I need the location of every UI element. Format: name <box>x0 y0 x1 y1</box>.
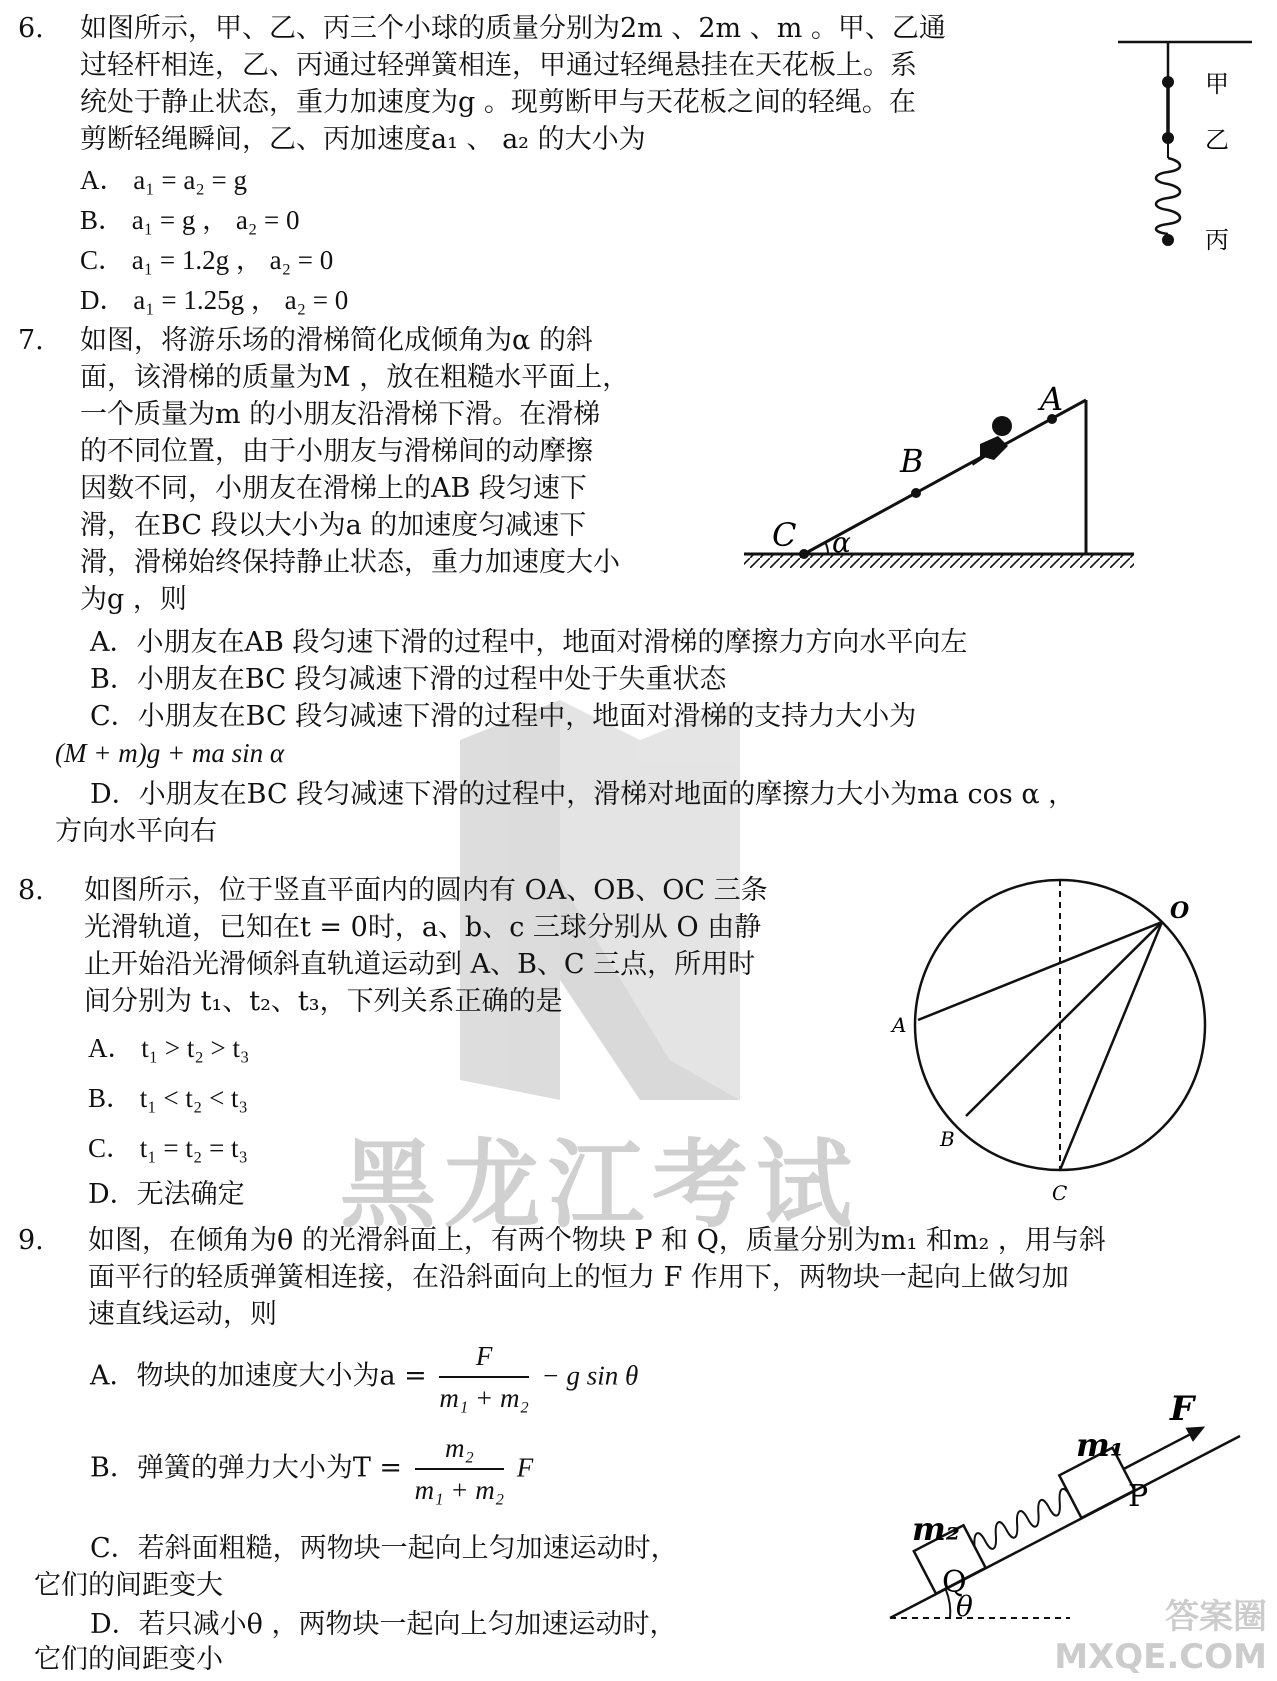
label-a: A <box>1040 380 1064 418</box>
q9-option-d: D．若只减小θ ，两物块一起向上匀加速运动时， <box>90 1609 677 1640</box>
q9-option-b-suffix: F <box>516 1452 534 1483</box>
q9-option-a <box>90 1336 638 1418</box>
q9-option-a-suffix: − g sin θ <box>541 1360 639 1391</box>
label-jia: 甲 <box>1205 70 1229 98</box>
q7-option-c-formula: (M + m)g + ma sin α <box>55 738 285 768</box>
q9-line-2: 面平行的轻质弹簧相连接，在沿斜面向上的恒力 F 作用下，两物块一起向上做匀加 <box>88 1262 1069 1293</box>
q8-figure <box>880 880 1220 1205</box>
spring <box>970 1487 1075 1555</box>
q6-line-1: 如图所示，甲、乙、丙三个小球的质量分别为2m 、2m 、m 。甲、乙通 <box>80 13 946 44</box>
q9-option-c: C．若斜面粗糙，两物块一起向上匀加速运动时， <box>90 1533 678 1564</box>
q7-option-d: D．小朋友在BC 段匀减速下滑的过程中，滑梯对地面的摩擦力大小为ma cos α ， <box>90 779 1076 810</box>
q6-option-d: D． a₁ = 1.25g ， a₂ = 0 <box>80 285 349 315</box>
q6-option-c: C． a₁ = 1.2g ， a₂ = 0 <box>80 245 334 275</box>
q8-option-a: A． t₁ > t₂ > t₃ <box>88 1033 250 1063</box>
label-yi: 乙 <box>1205 126 1229 154</box>
label-f: F <box>1170 1389 1195 1429</box>
q9-option-b-denominator: m₁ + m₂ <box>414 1475 505 1505</box>
q8-option-c: C． t₁ = t₂ = t₃ <box>88 1133 248 1163</box>
q9-number: 9. <box>18 1225 44 1256</box>
q7-option-c: C．小朋友在BC 段匀减速下滑的过程中，地面对滑梯的支持力大小为 <box>90 701 917 732</box>
q6-option-b: B． a₁ = g ， a₂ = 0 <box>80 205 300 235</box>
q8-line-1: 如图所示，位于竖直平面内的圆内有 OA、OB、OC 三条 <box>84 875 768 906</box>
q7-line-8: 为g ，则 <box>80 584 187 615</box>
q9-figure <box>880 1380 1260 1630</box>
q9-option-a-prefix: A．物块的加速度大小为a = <box>90 1360 427 1392</box>
q9-option-b-numerator: m₂ <box>415 1428 505 1470</box>
label-p: P <box>1128 1479 1149 1514</box>
label-alpha: α <box>832 526 851 559</box>
label-theta: θ <box>956 1590 973 1623</box>
q7-option-a: A．小朋友在AB 段匀速下滑的过程中，地面对滑梯的摩擦力方向水平向左 <box>90 627 968 658</box>
q6-line-2: 过轻杆相连，乙、丙通过轻弹簧相连，甲通过轻绳悬挂在天花板上。系 <box>80 50 917 81</box>
label-q: Q <box>942 1565 967 1600</box>
q8-line-3: 止开始沿光滑倾斜直轨道运动到 A、B、C 三点，所用时 <box>84 949 756 980</box>
label-bing: 丙 <box>1205 226 1229 254</box>
track-oa <box>918 922 1162 1020</box>
label-b: B <box>940 1127 955 1151</box>
label-c: C <box>1052 1181 1068 1205</box>
spring <box>1156 158 1180 234</box>
q9-line-3: 速直线运动，则 <box>88 1299 277 1330</box>
ball-bing <box>1162 234 1174 246</box>
q6-number: 6. <box>18 13 44 44</box>
label-m1: m₁ <box>1076 1426 1124 1464</box>
child-icon <box>972 416 1012 464</box>
q9-option-a-denominator: m₁ + m₂ <box>439 1383 529 1413</box>
q6-option-a: A． a₁ = a₂ = g <box>80 165 247 195</box>
label-b: B <box>900 442 924 480</box>
q7-line-6: 滑，在BC 段以大小为a 的加速度匀减速下 <box>80 510 587 541</box>
q7-line-1: 如图，将游乐场的滑梯简化成倾角为α 的斜 <box>80 325 593 356</box>
q9-option-a-numerator: F <box>439 1336 529 1378</box>
corner-watermark-top: 答案圈 <box>1165 1597 1267 1637</box>
label-m2: m₂ <box>912 1510 960 1548</box>
q7-option-d-cont: 方向水平向右 <box>55 816 217 847</box>
q9-option-b <box>90 1428 533 1510</box>
corner-watermark-bottom: MXQE.COM <box>1054 1637 1267 1677</box>
q7-line-5: 因数不同，小朋友在滑梯上的AB 段匀速下 <box>80 473 587 504</box>
label-o: O <box>1170 898 1190 924</box>
track-oc <box>1060 922 1162 1170</box>
q9-option-b-prefix: B．弹簧的弹力大小为T = <box>90 1452 403 1484</box>
q8-number: 8. <box>18 875 44 906</box>
q7-line-2: 面，该滑梯的质量为M ，放在粗糙水平面上， <box>80 362 630 393</box>
q8-line-2: 光滑轨道，已知在t = 0时，a、b、c 三球分别从 O 由静 <box>84 912 762 943</box>
q7-line-4: 的不同位置，由于小朋友与滑梯间的动摩擦 <box>80 436 593 467</box>
force-arrow <box>1124 1435 1190 1469</box>
track-ob <box>966 922 1162 1116</box>
q7-line-7: 滑，滑梯始终保持静止状态，重力加速度大小 <box>80 547 620 578</box>
q6-line-4: 剪断轻绳瞬间，乙、丙加速度a₁ 、 a₂ 的大小为 <box>80 124 646 155</box>
q8-option-d: D．无法确定 <box>88 1179 245 1210</box>
q7-number: 7. <box>18 325 44 356</box>
q7-figure <box>740 378 1140 578</box>
watermark-text: 黑龙江考试 <box>340 1128 860 1241</box>
q8-line-4: 间分别为 t₁、t₂、t₃，下列关系正确的是 <box>84 986 563 1017</box>
q9-option-d-cont: 它们的间距变小 <box>34 1644 223 1675</box>
q9-option-a-fraction <box>439 1336 529 1418</box>
q9-line-1: 如图，在倾角为θ 的光滑斜面上，有两个物块 P 和 Q，质量分别为m₁ 和m₂ ，用与斜 <box>88 1225 1106 1256</box>
q9-option-c-cont: 它们的间距变大 <box>34 1570 223 1601</box>
point-b <box>911 488 921 498</box>
q9-option-b-fraction <box>415 1428 505 1510</box>
q8-option-b: B． t₁ < t₂ < t₃ <box>88 1083 248 1113</box>
q7-line-3: 一个质量为m 的小朋友沿滑梯下滑。在滑梯 <box>80 399 601 430</box>
label-a: A <box>892 1013 907 1037</box>
label-c: C <box>772 516 797 554</box>
q6-figure <box>1110 30 1260 270</box>
q7-option-b: B．小朋友在BC 段匀减速下滑的过程中处于失重状态 <box>90 664 727 695</box>
q6-line-3: 统处于静止状态，重力加速度为g 。现剪断甲与天花板之间的轻绳。在 <box>80 87 916 118</box>
